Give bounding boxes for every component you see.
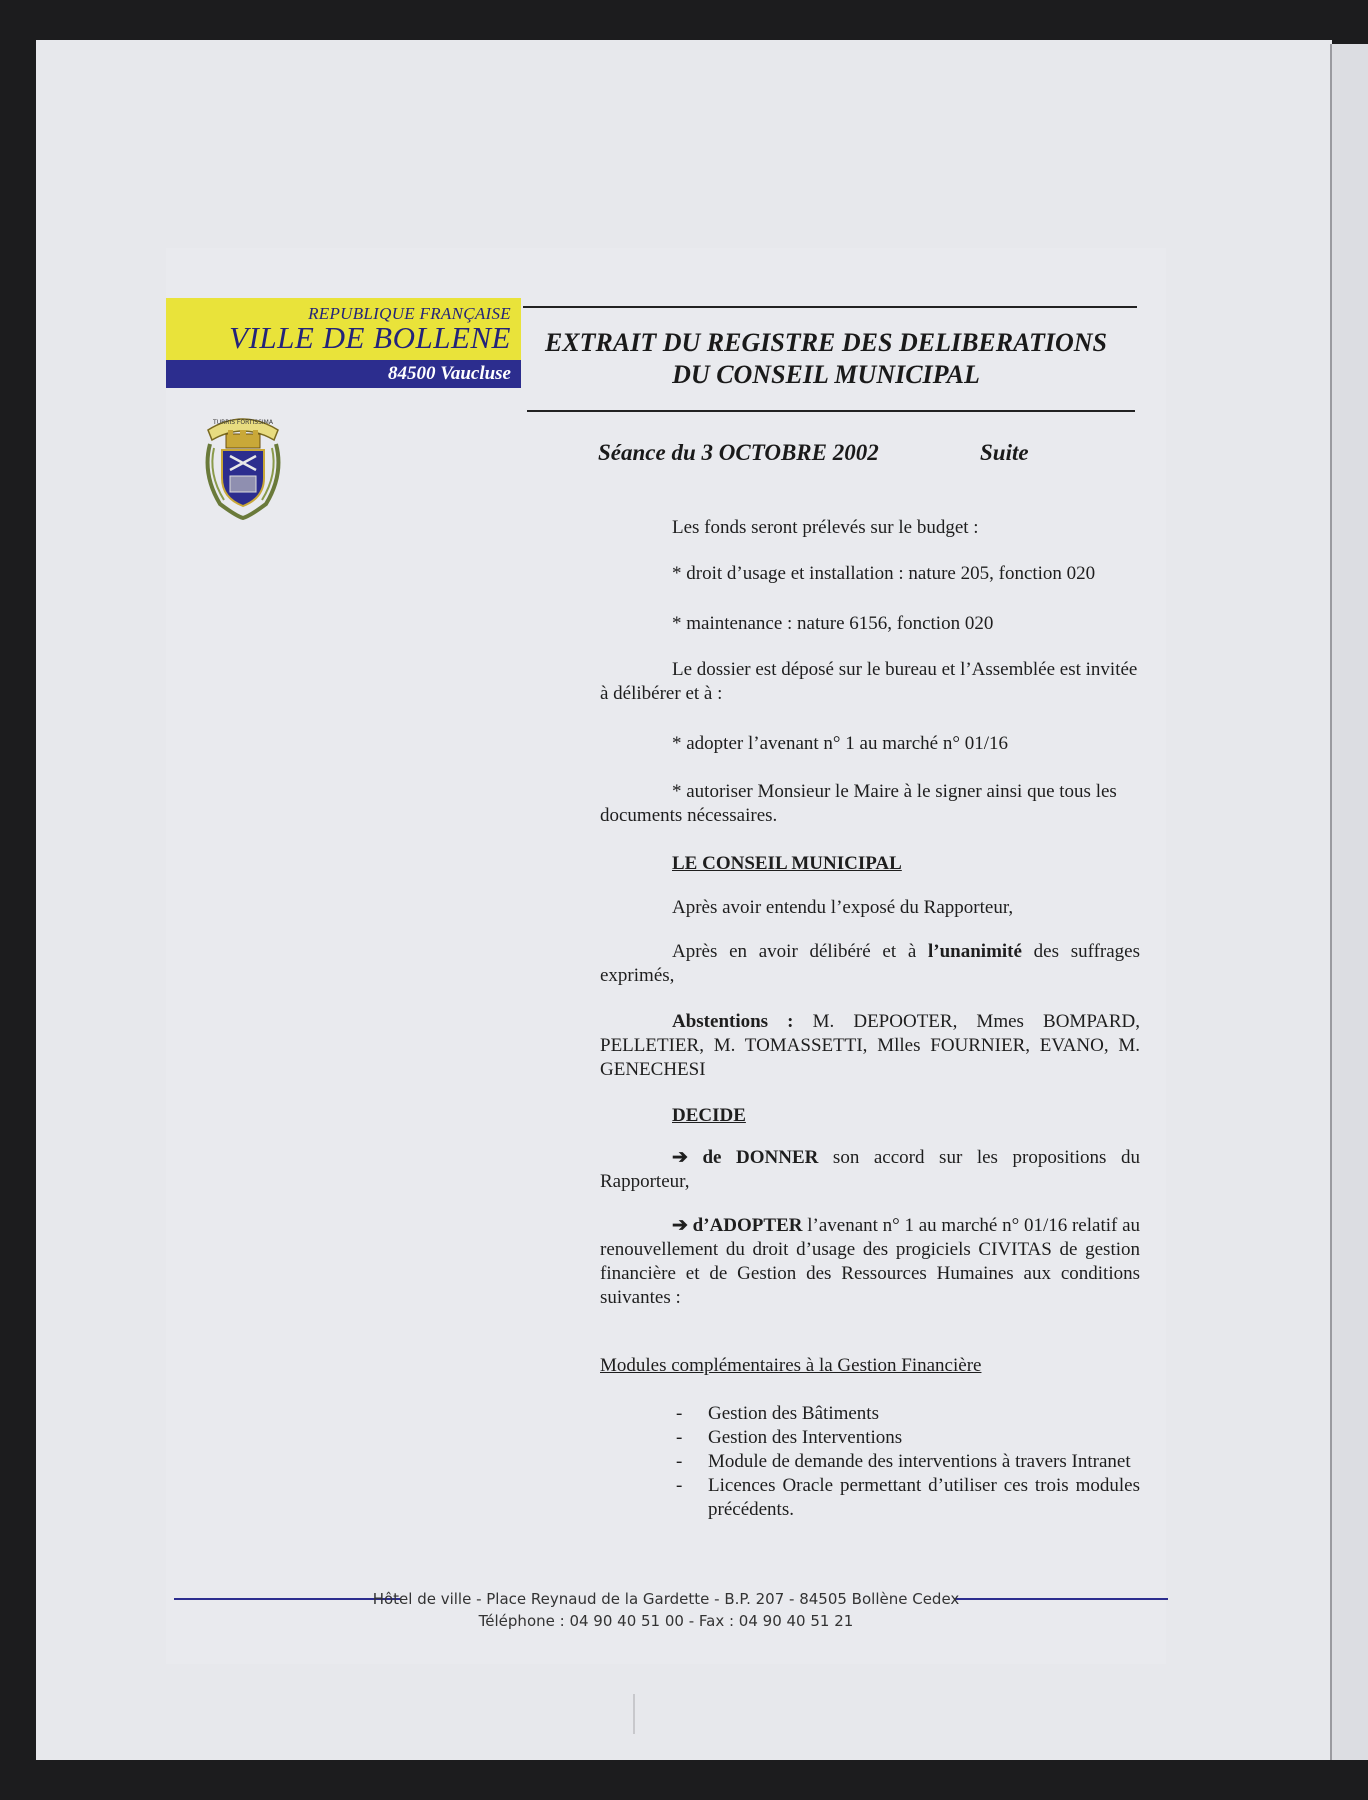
donner-text: son accord sur les propositions du Rapporteur, — [600, 1147, 1140, 1192]
adopter-text: l’avenant n° 1 au marché n° 01/16 relatif au renouvellement du droit d’usage des progiciels CIVITAS de gestion financière et de Gestion des Ressources Humaines aux conditions suivantes : — [600, 1215, 1141, 1308]
scan-artifact — [633, 1694, 635, 1734]
footer-address: Hôtel de ville - Place Reynaud de la Gardette - B.P. 207 - 84505 Bollène Cedex — [372, 1590, 960, 1608]
adopter-bold: d’ADOPTER — [687, 1215, 803, 1236]
modules-heading — [600, 1354, 1140, 1378]
title-bottom-rule — [527, 410, 1135, 412]
paragraph-abstentions — [600, 1010, 1140, 1082]
list-item — [676, 1402, 1140, 1426]
ville-label: VILLE DE BOLLENE — [229, 320, 511, 355]
list-dash: - — [676, 1427, 683, 1448]
paragraph-droit-usage: * droit d’usage et installation : nature 205, fonction 020 — [672, 563, 1096, 584]
paragraph-unanimite — [600, 940, 1140, 988]
seance-suite: Suite — [980, 440, 1029, 465]
modules-list — [676, 1402, 1140, 1522]
title-top-rule — [523, 306, 1137, 308]
list-dash: - — [676, 1403, 683, 1424]
departement-label: 84500 Vaucluse — [388, 363, 511, 384]
module-label: Gestion des Bâtiments — [708, 1403, 879, 1424]
list-item — [676, 1450, 1140, 1474]
seance-date: Séance du 3 OCTOBRE 2002 — [598, 440, 879, 465]
list-item — [676, 1426, 1140, 1450]
paragraph-fonds: Les fonds seront prélevés sur le budget : — [672, 517, 979, 538]
unanimite-before: Après en avoir délibéré et à — [672, 941, 928, 962]
decide-heading-text: DECIDE — [672, 1105, 746, 1126]
list-dash: - — [676, 1451, 683, 1472]
paragraph-adopter: * adopter l’avenant n° 1 au marché n° 01/16 — [672, 733, 1008, 754]
paragraph-maintenance: * maintenance : nature 6156, fonction 020 — [672, 613, 994, 634]
module-label: Gestion des Interventions — [708, 1427, 903, 1448]
conseil-heading — [600, 852, 1140, 876]
crest-motto: TURRIS FORTISSIMA — [213, 419, 273, 426]
republique-label: REPUBLIQUE FRANÇAISE — [308, 304, 511, 323]
footer-phone: Téléphone : 04 90 40 51 00 - Fax : 04 90 40 51 21 — [478, 1612, 854, 1630]
abstentions-names: M. DEPOOTER, Mmes BOMPARD, PELLETIER, M. TOMASSETTI, Mlles FOURNIER, EVANO, M. GENECHESI — [600, 1011, 1141, 1080]
module-label: Module de demande des interventions à travers Intranet — [708, 1451, 1131, 1472]
decide-heading — [600, 1104, 1140, 1128]
letterhead-banner — [166, 298, 521, 388]
abstentions-label: Abstentions : — [672, 1011, 794, 1032]
banner-blue-band — [166, 360, 521, 388]
unanimite-bold: l’unanimité — [927, 941, 1022, 962]
donner-bold: de DONNER — [687, 1147, 819, 1168]
decision-donner — [600, 1146, 1140, 1194]
unanimite-after: des suffrages exprimés, — [600, 941, 1140, 986]
decision-adopter — [600, 1214, 1140, 1310]
conseil-heading-text: LE CONSEIL MUNICIPAL — [672, 853, 902, 874]
banner-yellow-band — [166, 298, 521, 360]
coat-of-arms-icon — [200, 404, 286, 520]
module-label: Licences Oracle permettant d’utiliser ces trois modules précédents. — [708, 1475, 1140, 1520]
adjacent-page-edge — [1330, 44, 1368, 1760]
arrow-icon: ➔ — [672, 1215, 688, 1236]
document-title-line1: EXTRAIT DU REGISTRE DES DELIBERATIONS — [544, 328, 1108, 357]
paragraph-autoriser: * autoriser Monsieur le Maire à le signer ainsi que tous les documents nécessaires. — [600, 781, 1117, 826]
list-dash: - — [676, 1475, 683, 1496]
arrow-icon: ➔ — [672, 1147, 688, 1168]
modules-heading-text: Modules complémentaires à la Gestion Financière — [600, 1355, 982, 1376]
paragraph-expose: Après avoir entendu l’exposé du Rapporteur, — [672, 897, 1014, 918]
paragraph-dossier: Le dossier est déposé sur le bureau et l’Assemblée est invitée à délibérer et à : — [600, 659, 1138, 704]
document-title-line2: DU CONSEIL MUNICIPAL — [672, 360, 980, 389]
list-item — [676, 1474, 1140, 1522]
